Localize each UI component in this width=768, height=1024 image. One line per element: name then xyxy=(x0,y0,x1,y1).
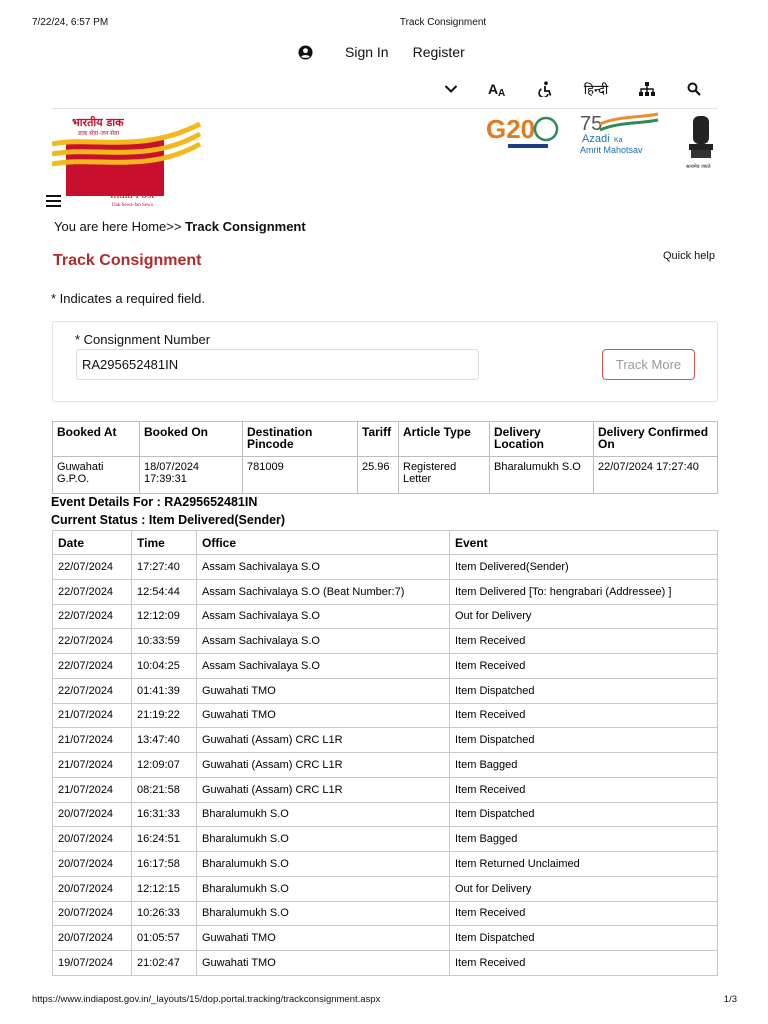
summary-header: Article Type xyxy=(399,422,490,457)
event-description: Item Dispatched xyxy=(450,678,718,703)
search-icon[interactable] xyxy=(683,80,705,98)
event-description: Item Received xyxy=(450,951,718,976)
event-date: 22/07/2024 xyxy=(53,604,132,629)
print-datetime: 7/22/24, 6:57 PM xyxy=(32,17,109,28)
sitemap-icon[interactable] xyxy=(636,80,658,98)
event-office: Bharalumukh S.O xyxy=(197,876,450,901)
accessibility-icon[interactable] xyxy=(534,80,556,98)
event-date: 22/07/2024 xyxy=(53,678,132,703)
table-row xyxy=(53,951,718,976)
language-hindi-toggle[interactable]: हिन्दी xyxy=(583,83,609,98)
summary-header: Booked At xyxy=(53,422,140,457)
summary-cell: 22/07/2024 17:27:40 xyxy=(594,457,718,494)
header-divider xyxy=(52,108,718,109)
event-office: Guwahati TMO xyxy=(197,703,450,728)
breadcrumb-current: Track Consignment xyxy=(185,219,306,234)
svg-text:Amrit Mahotsav: Amrit Mahotsav xyxy=(580,145,643,155)
summary-cell: 18/07/2024 17:39:31 xyxy=(140,457,243,494)
table-row xyxy=(53,802,718,827)
event-date: 20/07/2024 xyxy=(53,901,132,926)
svg-text:India Post: India Post xyxy=(110,189,155,201)
svg-text:भारतीय डाक: भारतीय डाक xyxy=(72,116,124,129)
summary-cell: Bharalumukh S.O xyxy=(490,457,594,494)
event-description: Item Received xyxy=(450,629,718,654)
table-row xyxy=(53,555,718,580)
event-office: Assam Sachivalaya S.O xyxy=(197,654,450,679)
svg-text:A: A xyxy=(498,88,506,97)
event-time: 17:27:40 xyxy=(132,555,197,580)
required-field-note: * Indicates a required field. xyxy=(51,291,205,306)
event-office: Bharalumukh S.O xyxy=(197,901,450,926)
summary-header: Delivery Location xyxy=(490,422,594,457)
event-office: Guwahati TMO xyxy=(197,926,450,951)
table-row xyxy=(53,654,718,679)
event-office: Assam Sachivalaya S.O (Beat Number:7) xyxy=(197,579,450,604)
summary-header: Tariff xyxy=(358,422,399,457)
chevron-down-icon[interactable] xyxy=(440,80,462,98)
breadcrumb-prefix[interactable]: You are here Home>> xyxy=(54,219,186,234)
table-row xyxy=(53,728,718,753)
summary-cell: Registered Letter xyxy=(399,457,490,494)
event-time: 21:19:22 xyxy=(132,703,197,728)
table-row xyxy=(53,777,718,802)
events-header: Date xyxy=(53,531,132,555)
track-form xyxy=(52,321,718,402)
table-row xyxy=(53,629,718,654)
event-office: Guwahati TMO xyxy=(197,678,450,703)
table-row xyxy=(53,678,718,703)
azadi-ka-amrit-mahotsav-logo xyxy=(578,110,660,156)
svg-text:G20: G20 xyxy=(486,114,536,144)
event-office: Assam Sachivalaya S.O xyxy=(197,555,450,580)
register-link[interactable]: Register xyxy=(412,44,465,60)
event-description: Out for Delivery xyxy=(450,604,718,629)
svg-text:Ka: Ka xyxy=(614,137,623,144)
event-description: Item Dispatched xyxy=(450,728,718,753)
event-office: Assam Sachivalaya S.O xyxy=(197,604,450,629)
svg-text:A: A xyxy=(488,81,499,97)
summary-cell: 781009 xyxy=(243,457,358,494)
event-office: Guwahati (Assam) CRC L1R xyxy=(197,753,450,778)
svg-text:Dak Sewa-Jan Sewa: Dak Sewa-Jan Sewa xyxy=(112,203,153,208)
summary-header-row xyxy=(53,422,718,457)
event-office: Assam Sachivalaya S.O xyxy=(197,629,450,654)
svg-text:सत्यमेव जयते: सत्यमेव जयते xyxy=(686,164,711,170)
event-date: 21/07/2024 xyxy=(53,728,132,753)
summary-row xyxy=(53,457,718,494)
print-doc-title: Track Consignment xyxy=(399,17,487,28)
svg-text:डाक सेवा-जन सेवा: डाक सेवा-जन सेवा xyxy=(78,130,120,137)
event-time: 13:47:40 xyxy=(132,728,197,753)
event-description: Item Bagged xyxy=(450,827,718,852)
menu-icon[interactable] xyxy=(46,195,61,207)
event-description: Item Dispatched xyxy=(450,926,718,951)
summary-cell: Guwahati G.P.O. xyxy=(53,457,140,494)
event-description: Item Delivered(Sender) xyxy=(450,555,718,580)
summary-header: Delivery Confirmed On xyxy=(594,422,718,457)
table-row xyxy=(53,827,718,852)
event-description: Item Dispatched xyxy=(450,802,718,827)
current-status: Current Status : Item Delivered(Sender) xyxy=(51,513,286,527)
summary-header: Destination Pincode xyxy=(243,422,358,457)
consignment-number-input[interactable]: RA295652481IN xyxy=(76,349,479,380)
consignment-number-label: * Consignment Number xyxy=(75,332,211,347)
user-circle-icon[interactable] xyxy=(298,45,313,60)
table-row xyxy=(53,901,718,926)
event-date: 21/07/2024 xyxy=(53,753,132,778)
events-body xyxy=(53,555,718,976)
event-time: 12:09:07 xyxy=(132,753,197,778)
breadcrumb xyxy=(54,219,306,234)
event-time: 16:31:33 xyxy=(132,802,197,827)
event-date: 22/07/2024 xyxy=(53,555,132,580)
event-time: 10:26:33 xyxy=(132,901,197,926)
event-date: 20/07/2024 xyxy=(53,876,132,901)
g20-logo xyxy=(486,112,566,154)
event-details-table xyxy=(52,530,718,976)
event-date: 22/07/2024 xyxy=(53,579,132,604)
event-office: Guwahati (Assam) CRC L1R xyxy=(197,777,450,802)
india-post-logo[interactable] xyxy=(52,114,202,208)
event-time: 12:12:15 xyxy=(132,876,197,901)
event-date: 20/07/2024 xyxy=(53,926,132,951)
print-url: https://www.indiapost.gov.in/_layouts/15/dop.portal.tracking/trackconsignment.aspx xyxy=(32,994,381,1005)
summary-header: Booked On xyxy=(140,422,243,457)
event-time: 10:04:25 xyxy=(132,654,197,679)
accessibility-toolbar xyxy=(440,80,705,98)
events-header-row xyxy=(53,531,718,555)
event-date: 22/07/2024 xyxy=(53,629,132,654)
events-header: Office xyxy=(197,531,450,555)
event-time: 12:54:44 xyxy=(132,579,197,604)
event-date: 21/07/2024 xyxy=(53,703,132,728)
event-details-heading: Event Details For : RA295652481IN xyxy=(51,495,258,509)
booking-summary-table xyxy=(52,421,718,494)
event-description: Item Returned Unclaimed xyxy=(450,852,718,877)
event-date: 19/07/2024 xyxy=(53,951,132,976)
event-description: Item Bagged xyxy=(450,753,718,778)
svg-text:75: 75 xyxy=(580,113,603,135)
table-row xyxy=(53,876,718,901)
event-description: Item Received xyxy=(450,901,718,926)
event-office: Bharalumukh S.O xyxy=(197,802,450,827)
event-description: Item Delivered [To: hengrabari (Addressee) ] xyxy=(450,579,718,604)
auth-bar xyxy=(298,44,465,60)
event-time: 01:41:39 xyxy=(132,678,197,703)
event-time: 08:21:58 xyxy=(132,777,197,802)
event-office: Guwahati (Assam) CRC L1R xyxy=(197,728,450,753)
national-emblem-logo xyxy=(684,114,718,170)
event-description: Item Received xyxy=(450,703,718,728)
event-time: 12:12:09 xyxy=(132,604,197,629)
font-size-icon[interactable] xyxy=(487,80,509,98)
event-time: 01:05:57 xyxy=(132,926,197,951)
event-date: 20/07/2024 xyxy=(53,852,132,877)
table-row xyxy=(53,604,718,629)
event-time: 10:33:59 xyxy=(132,629,197,654)
track-more-button[interactable]: Track More xyxy=(602,349,695,380)
svg-text:Azadi: Azadi xyxy=(582,133,610,145)
event-time: 16:24:51 xyxy=(132,827,197,852)
table-row xyxy=(53,852,718,877)
event-date: 20/07/2024 xyxy=(53,802,132,827)
events-header: Time xyxy=(132,531,197,555)
page-title: Track Consignment xyxy=(53,252,202,269)
events-header: Event xyxy=(450,531,718,555)
table-row xyxy=(53,753,718,778)
event-office: Bharalumukh S.O xyxy=(197,827,450,852)
table-row xyxy=(53,926,718,951)
event-time: 16:17:58 xyxy=(132,852,197,877)
table-row xyxy=(53,703,718,728)
event-office: Bharalumukh S.O xyxy=(197,852,450,877)
summary-cell: 25.96 xyxy=(358,457,399,494)
event-description: Item Received xyxy=(450,777,718,802)
print-page-number: 1/3 xyxy=(723,994,737,1005)
table-row xyxy=(53,579,718,604)
event-date: 21/07/2024 xyxy=(53,777,132,802)
event-time: 21:02:47 xyxy=(132,951,197,976)
sign-in-link[interactable]: Sign In xyxy=(345,44,389,60)
event-description: Out for Delivery xyxy=(450,876,718,901)
event-date: 20/07/2024 xyxy=(53,827,132,852)
event-office: Guwahati TMO xyxy=(197,951,450,976)
event-date: 22/07/2024 xyxy=(53,654,132,679)
quick-help-link[interactable]: Quick help xyxy=(663,250,715,262)
event-description: Item Received xyxy=(450,654,718,679)
